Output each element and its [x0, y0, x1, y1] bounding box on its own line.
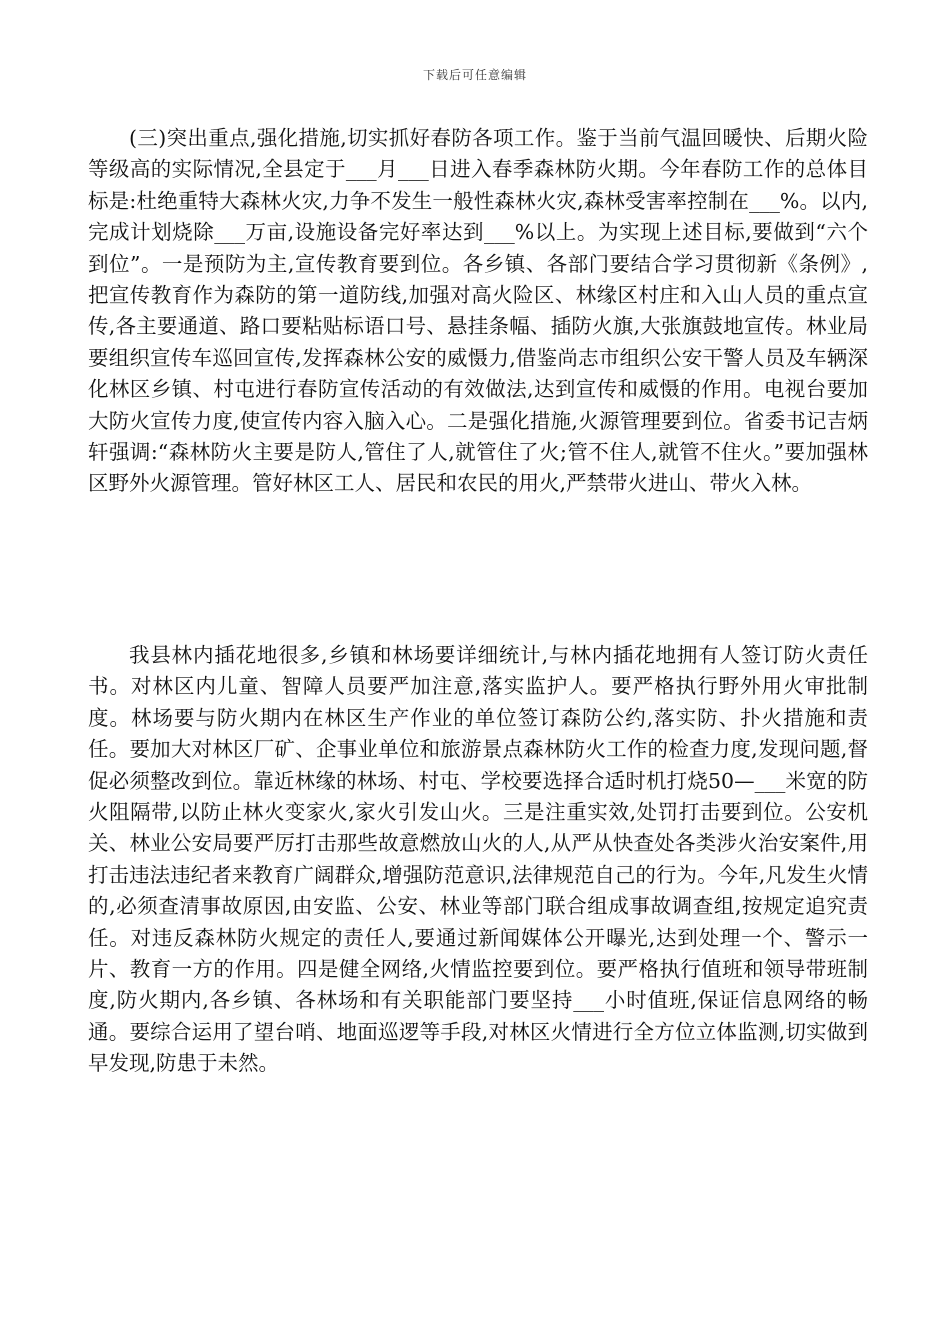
paragraph-text: (三)突出重点,强化措施,切实抓好春防各项工作。鉴于当前气温回暖快、后期火险等级高的实际情况,全县定于___月___日进入春季森林防火期。今年春防工作的总体目标是:杜绝重特大森林火灾,力争不发生一般性森林火灾,森林受害率控制在___%。以内,完成计划烧除___万亩,设施设备完好率达到___%以上。为实现上述目标,要做到“六个到位”。一是预防为主,宣传教育要到位。各乡镇、各部门要结合学习贯彻新《条例》,把宣传教育作为森防的第一道防线,加强对高火险区、林缘区村庄和入山人员的重点宣传,各主要通道、路口要粘贴标语口号、悬挂条幅、插防火旗,大张旗鼓地宣传。林业局要组织宣传车巡回宣传,发挥森林公安的威慑力,借鉴尚志市组织公安干警人员及车辆深化林区乡镇、村屯进行春防宣传活动的有效做法,达到宣传和威慑的作用。电视台要加大防火宣传力度,使宣传内容入脑入心。二是强化措施,火源管理要到位。省委书记吉炳轩强调:“森林防火主要是防人,管住了人,就管住了火;管不住人,就管不住火。”要加强林区野外火源管理。管好林区工人、居民和农民的用火,严禁带火进山、带火入林。 [88, 126, 868, 496]
paragraph-text: 我县林内插花地很多,乡镇和林场要详细统计,与林内插花地拥有人签订防火责任书。对林区内儿童、智障人员要严加注意,落实监护人。要严格执行野外用火审批制度。林场要与防火期内在林区生产作业的单位签订森防公约,落实防、扑火措施和责任。要加大对林区厂矿、企事业单位和旅游景点森林防火工作的检查力度,发现问题,督促必须整改到位。靠近林缘的林场、村屯、学校要选择合适时机打烧50—___米宽的防火阻隔带,以防止林火变家火,家火引发山火。三是注重实效,处罚打击要到位。公安机关、林业公安局要严厉打击那些故意燃放山火的人,从严从快查处各类涉火治安案件,用打击违法违纪者来教育广阔群众,增强防范意识,法律规范自己的行为。今年,凡发生火情的,必须查清事故原因,由安监、公安、林业等部门联合组成事故调查组,按规定追究责任。对违反森林防火规定的责任人,要通过新闻媒体公开曝光,达到处理一个、警示一片、教育一方的作用。四是健全网络,火情监控要到位。要严格执行值班和领导带班制度,防火期内,各乡镇、各林场和有关职能部门要坚持___小时值班,保证信息网络的畅通。要综合运用了望台哨、地面巡逻等手段,对林区火情进行全方位立体监测,切实做到早发现,防患于未然。 [88, 643, 869, 1076]
document-body-paragraph-1 [88, 123, 868, 500]
document-body-paragraph-2 [88, 640, 868, 1080]
page-header-note: 下载后可任意编辑 [422, 68, 527, 82]
